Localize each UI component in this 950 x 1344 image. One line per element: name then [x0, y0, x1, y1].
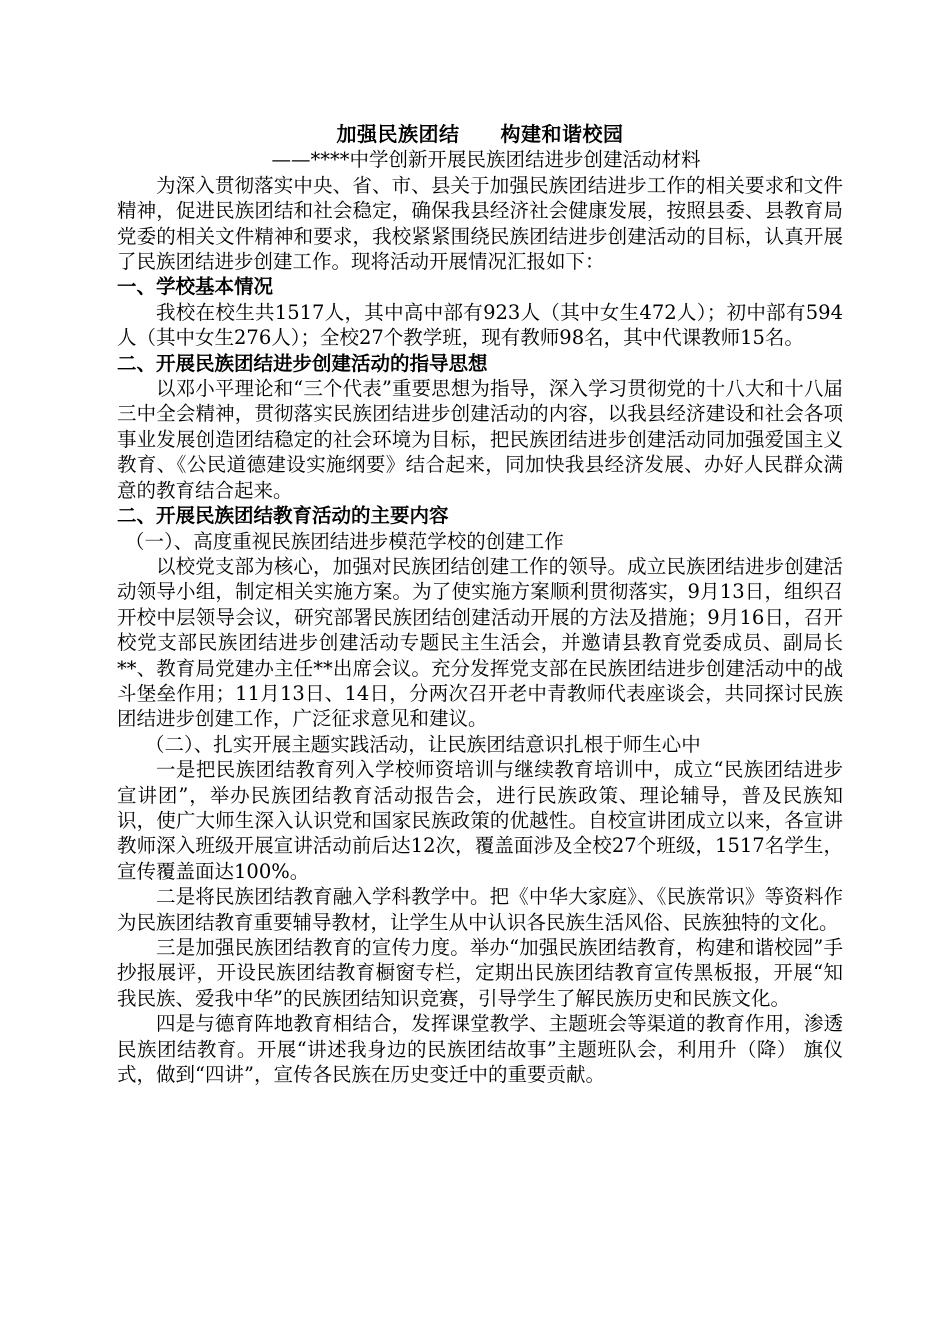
subsection-1-paragraph: 以校党支部为核心，加强对民族团结创建工作的领导。成立民族团结进步创建活动领导小组，制定相关实施方案。为了使实施方案顺利贯彻落实，9月13日，组织召开校中层领导会议，研究部署民族团结创建活动开展的方法及措施；9月16日，召开校党支部民族团结进步创建活动专题民主生活会，并邀请县教育党委成员、副局长**、教育局党建办主任**出席会议。充分发挥党支部在民族团结进步创建活动中的战斗堡垒作用；11月13日、14日，分两次召开老中青教师代表座谈会，共同探讨民族团结进步创建工作，广泛征求意见和建议。	[117, 554, 843, 731]
intro-paragraph: 为深入贯彻落实中央、省、市、县关于加强民族团结进步工作的相关要求和文件精神，促进民族团结和社会稳定，确保我县经济社会健康发展，按照县委、县教育局党委的相关文件精神和要求，我校紧紧围绕民族团结进步创建活动的目标，认真开展了民族团结进步创建工作。现将活动开展情况汇报如下：	[117, 173, 843, 274]
section-1-paragraph: 我校在校生共1517人，其中高中部有923人（其中女生472人）；初中部有594人（其中女生276人）；全校27个教学班，现有教师98名，其中代课教师15名。	[117, 300, 843, 350]
subsection-2-item-1: 一是把民族团结教育列入学校师资培训与继续教育培训中，成立“民族团结进步宣讲团”，举办民族团结教育活动报告会，进行民族政策、理论辅导，普及民族知识，使广大师生深入认识党和国家民族政策的优越性。自校宣讲团成立以来，各宣讲教师深入班级开展宣讲活动前后达12次，覆盖面涉及全校27个班级，1517名学生，宣传覆盖面达100%。	[117, 758, 843, 883]
subsection-2-item-4: 四是与德育阵地教育相结合，发挥课堂教学、主题班会等渠道的教育作用，渗透民族团结教育。开展“讲述我身边的民族团结故事”主题班队会，利用升（降） 旗仪式，做到“四讲”，宣传各民族在历史变迁中的重要贡献。	[117, 1012, 843, 1087]
subsection-1-heading: （一）、高度重视民族团结进步模范学校的创建工作	[125, 529, 564, 553]
section-2-paragraph: 以邓小平理论和“三个代表”重要思想为指导，深入学习贯彻党的十八大和十八届三中全会精神，贯彻落实民族团结进步创建活动的内容，以我县经济建设和社会各项事业发展创造团结稳定的社会环境为目标，把民族团结进步创建活动同加强爱国主义教育、《公民道德建设实施纲要》结合起来，同加快我县经济发展、办好人民群众满意的教育结合起来。	[117, 377, 843, 502]
document-title: 加强民族团结 构建和谐校园	[336, 122, 624, 146]
subsection-2-heading: （二）、扎实开展主题实践活动，让民族团结意识扎根于师生心中	[145, 732, 701, 756]
document-subtitle: ——****中学创新开展民族团结进步创建活动材料	[271, 148, 701, 172]
subsection-2-item-3: 三是加强民族团结教育的宣传力度。举办“加强民族团结教育，构建和谐校园”手抄报展评，开设民族团结教育橱窗专栏，定期出民族团结教育宣传黑板报，开展“知我民族、爱我中华”的民族团结知识竞赛，引导学生了解民族历史和民族文化。	[117, 936, 843, 1010]
section-2-heading: 二、开展民族团结进步创建活动的指导思想	[117, 351, 488, 375]
section-3-heading: 二、开展民族团结教育活动的主要内容	[117, 504, 449, 528]
document-page	[117, 122, 843, 1087]
section-1-heading: 一、学校基本情况	[117, 275, 274, 299]
subsection-2-item-2: 二是将民族团结教育融入学科教学中。把《中华大家庭》、《民族常识》等资料作为民族团结教育重要辅导教材，让学生从中认识各民族生活风俗、民族独特的文化。	[117, 885, 843, 934]
